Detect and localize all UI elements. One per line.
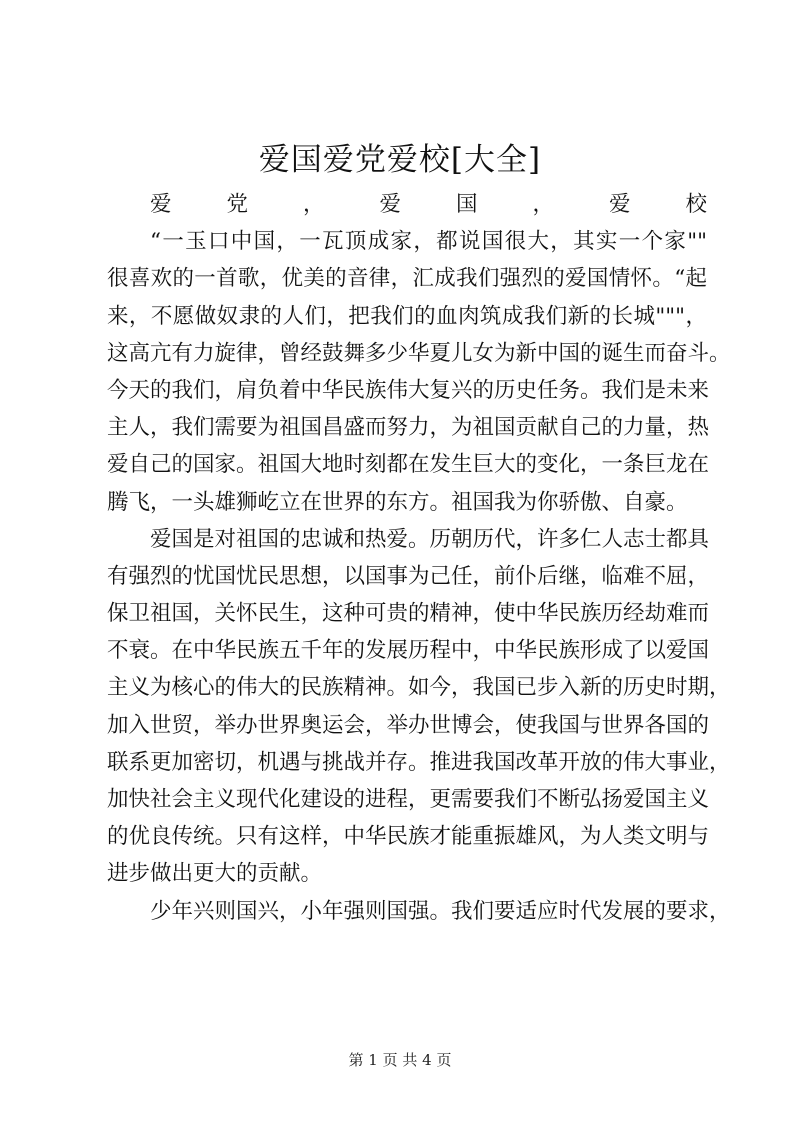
- body-line: 爱国是对祖国的忠诚和热爱。历朝历代，许多仁人志士都具: [150, 526, 710, 552]
- body-line: 腾飞，一头雄狮屹立在世界的东方。祖国我为你骄傲、自豪。: [107, 489, 688, 515]
- body-line: 主人，我们需要为祖国昌盛而努力，为祖国贡献自己的力量，热: [107, 415, 710, 441]
- body-line: 来，不愿做奴隶的人们，把我们的血肉筑成我们新的长城"""，: [107, 303, 707, 329]
- body-line: 加快社会主义现代化建设的进程，更需要我们不断弘扬爱国主义: [107, 787, 710, 812]
- body-line: “一玉口中国，一瓦顶成家，都说国很大，其实一个家"": [150, 229, 707, 255]
- page-number-footer: 第 1 页 共 4 页: [348, 1051, 452, 1069]
- body-line: 有强烈的忧国忧民思想，以国事为己任，前仆后继，临难不屈，: [107, 563, 710, 589]
- body-line: 保卫祖国，关怀民生，这种可贵的精神，使中华民族历经劫难而: [107, 601, 710, 627]
- body-line: 今天的我们，肩负着中华民族伟大复兴的历史任务。我们是未来: [107, 377, 710, 403]
- body-line: 少年兴则国兴，小年强则国强。我们要适应时代发展的要求，: [150, 898, 731, 924]
- body-line: 爱党，爱国，爱校: [150, 192, 707, 217]
- body-line: 进步做出更大的贡献。: [107, 861, 323, 887]
- body-line: 加入世贸，举办世界奥运会，举办世博会，使我国与世界各国的: [107, 712, 710, 738]
- body-line: 联系更加密切，机遇与挑战并存。推进我国改革开放的伟大事业，: [107, 749, 731, 775]
- body-line: 主义为核心的伟大的民族精神。如今，我国已步入新的历史时期，: [107, 675, 731, 701]
- body-line: 爱自己的国家。祖国大地时刻都在发生巨大的变化，一条巨龙在: [107, 452, 710, 478]
- document-body: [107, 186, 731, 930]
- body-line: 不衰。在中华民族五千年的发展历程中，中华民族形成了以爱国: [107, 638, 710, 664]
- body-line: 很喜欢的一首歌，优美的音律，汇成我们强烈的爱国情怀。“起: [107, 266, 707, 292]
- document-title: 爱国爱党爱校[大全]: [258, 142, 542, 178]
- body-line: 的优良传统。只有这样，中华民族才能重振雄风，为人类文明与: [107, 824, 710, 850]
- body-line: 这高亢有力旋律，曾经鼓舞多少华夏儿女为新中国的诞生而奋斗。: [107, 340, 731, 366]
